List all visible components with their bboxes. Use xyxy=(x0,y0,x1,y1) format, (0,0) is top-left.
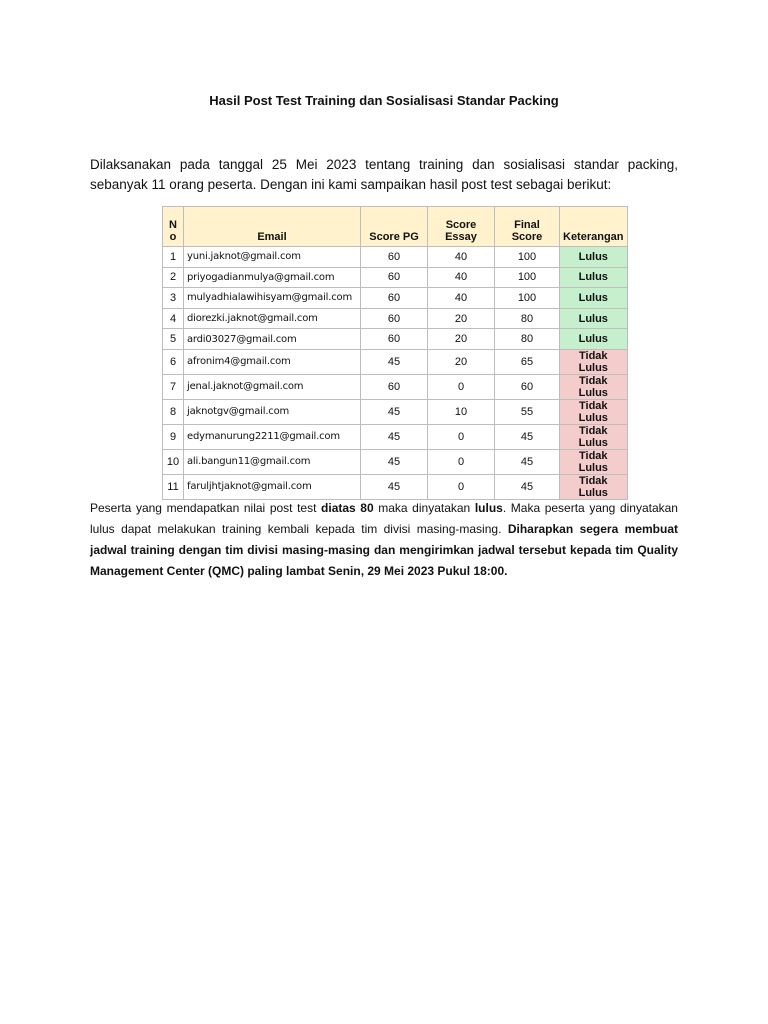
cell-score-pg: 60 xyxy=(361,329,428,350)
cell-final-score: 45 xyxy=(495,424,560,449)
cell-score-essay: 10 xyxy=(428,399,495,424)
cell-email: yuni.jaknot@gmail.com xyxy=(184,247,361,268)
closing-text xyxy=(90,498,678,582)
cell-final-score: 60 xyxy=(495,374,560,399)
cell-final-score: 65 xyxy=(495,349,560,374)
table-row xyxy=(163,399,628,424)
header-email: Email xyxy=(184,207,361,247)
table-header-row xyxy=(163,207,628,247)
closing-part-3: maka dinyatakan xyxy=(373,501,475,515)
table-row xyxy=(163,329,628,350)
intro-paragraph xyxy=(90,155,678,195)
cell-no: 3 xyxy=(163,288,184,309)
closing-part-4: lulus xyxy=(474,501,503,515)
cell-score-pg: 60 xyxy=(361,374,428,399)
cell-email: diorezki.jaknot@gmail.com xyxy=(184,308,361,329)
cell-no: 11 xyxy=(163,474,184,499)
cell-no: 5 xyxy=(163,329,184,350)
header-score-pg: Score PG xyxy=(361,207,428,247)
header-keterangan: Keterangan xyxy=(560,207,628,247)
cell-score-essay: 0 xyxy=(428,424,495,449)
cell-final-score: 45 xyxy=(495,474,560,499)
cell-score-pg: 60 xyxy=(361,308,428,329)
cell-no: 7 xyxy=(163,374,184,399)
cell-score-essay: 40 xyxy=(428,288,495,309)
closing-paragraph xyxy=(90,498,678,582)
cell-score-essay: 0 xyxy=(428,449,495,474)
table-row xyxy=(163,288,628,309)
cell-email: priyogadianmulya@gmail.com xyxy=(184,267,361,288)
cell-keterangan: Tidak Lulus xyxy=(560,349,628,374)
cell-keterangan: Tidak Lulus xyxy=(560,474,628,499)
closing-part-5: . Maka peserta yang dinyatakan lulus dapat melakukan training kembali kepada tim divisi masing-masing. xyxy=(90,501,678,536)
cell-score-pg: 45 xyxy=(361,449,428,474)
cell-no: 10 xyxy=(163,449,184,474)
cell-email: ali.bangun11@gmail.com xyxy=(184,449,361,474)
cell-email: edymanurung2211@gmail.com xyxy=(184,424,361,449)
cell-score-essay: 20 xyxy=(428,349,495,374)
cell-no: 8 xyxy=(163,399,184,424)
table-row xyxy=(163,349,628,374)
cell-no: 2 xyxy=(163,267,184,288)
cell-keterangan: Tidak Lulus xyxy=(560,399,628,424)
cell-final-score: 80 xyxy=(495,329,560,350)
table-body xyxy=(163,247,628,500)
cell-keterangan: Lulus xyxy=(560,308,628,329)
header-no: N o xyxy=(163,207,184,247)
cell-final-score: 55 xyxy=(495,399,560,424)
table-row xyxy=(163,449,628,474)
cell-score-pg: 60 xyxy=(361,267,428,288)
closing-part-2: diatas 80 xyxy=(321,501,374,515)
table-row xyxy=(163,247,628,268)
table-row xyxy=(163,267,628,288)
cell-final-score: 100 xyxy=(495,288,560,309)
header-score-essay: Score Essay xyxy=(428,207,495,247)
cell-no: 4 xyxy=(163,308,184,329)
cell-score-essay: 0 xyxy=(428,474,495,499)
cell-keterangan: Lulus xyxy=(560,329,628,350)
table-row xyxy=(163,424,628,449)
cell-no: 9 xyxy=(163,424,184,449)
cell-score-pg: 45 xyxy=(361,349,428,374)
cell-keterangan: Lulus xyxy=(560,288,628,309)
cell-no: 6 xyxy=(163,349,184,374)
cell-score-pg: 60 xyxy=(361,247,428,268)
cell-keterangan: Tidak Lulus xyxy=(560,424,628,449)
results-table xyxy=(162,206,628,500)
cell-email: mulyadhialawihisyam@gmail.com xyxy=(184,288,361,309)
cell-final-score: 45 xyxy=(495,449,560,474)
cell-score-essay: 40 xyxy=(428,247,495,268)
cell-keterangan: Tidak Lulus xyxy=(560,374,628,399)
cell-keterangan: Lulus xyxy=(560,267,628,288)
cell-score-essay: 0 xyxy=(428,374,495,399)
closing-part-6: Diharapkan segera membuat jadwal training dengan tim divisi masing-masing dan mengirimkan jadwal tersebut kepada tim Quality Management Center (QMC) paling lambat Senin, 29 Mei 2023 Pukul 18:00. xyxy=(90,522,679,578)
cell-score-pg: 60 xyxy=(361,288,428,309)
table-row xyxy=(163,474,628,499)
cell-email: afronim4@gmail.com xyxy=(184,349,361,374)
table-row xyxy=(163,374,628,399)
header-final-score: Final Score xyxy=(495,207,560,247)
cell-final-score: 80 xyxy=(495,308,560,329)
intro-text: Dilaksanakan pada tanggal 25 Mei 2023 tentang training dan sosialisasi standar packing, sebanyak 11 orang peserta. Dengan ini kami sampaikan hasil post test sebagai berikut: xyxy=(90,157,678,192)
cell-score-essay: 40 xyxy=(428,267,495,288)
cell-email: jaknotgv@gmail.com xyxy=(184,399,361,424)
cell-email: faruljhtjaknot@gmail.com xyxy=(184,474,361,499)
cell-keterangan: Lulus xyxy=(560,247,628,268)
cell-score-essay: 20 xyxy=(428,329,495,350)
cell-score-pg: 45 xyxy=(361,474,428,499)
cell-score-essay: 20 xyxy=(428,308,495,329)
cell-email: ardi03027@gmail.com xyxy=(184,329,361,350)
closing-part-1: Peserta yang mendapatkan nilai post test xyxy=(90,501,322,515)
document-title: Hasil Post Test Training dan Sosialisasi Standar Packing xyxy=(209,93,559,108)
cell-final-score: 100 xyxy=(495,247,560,268)
table-row xyxy=(163,308,628,329)
cell-score-pg: 45 xyxy=(361,399,428,424)
cell-score-pg: 45 xyxy=(361,424,428,449)
cell-email: jenal.jaknot@gmail.com xyxy=(184,374,361,399)
cell-no: 1 xyxy=(163,247,184,268)
cell-keterangan: Tidak Lulus xyxy=(560,449,628,474)
cell-final-score: 100 xyxy=(495,267,560,288)
